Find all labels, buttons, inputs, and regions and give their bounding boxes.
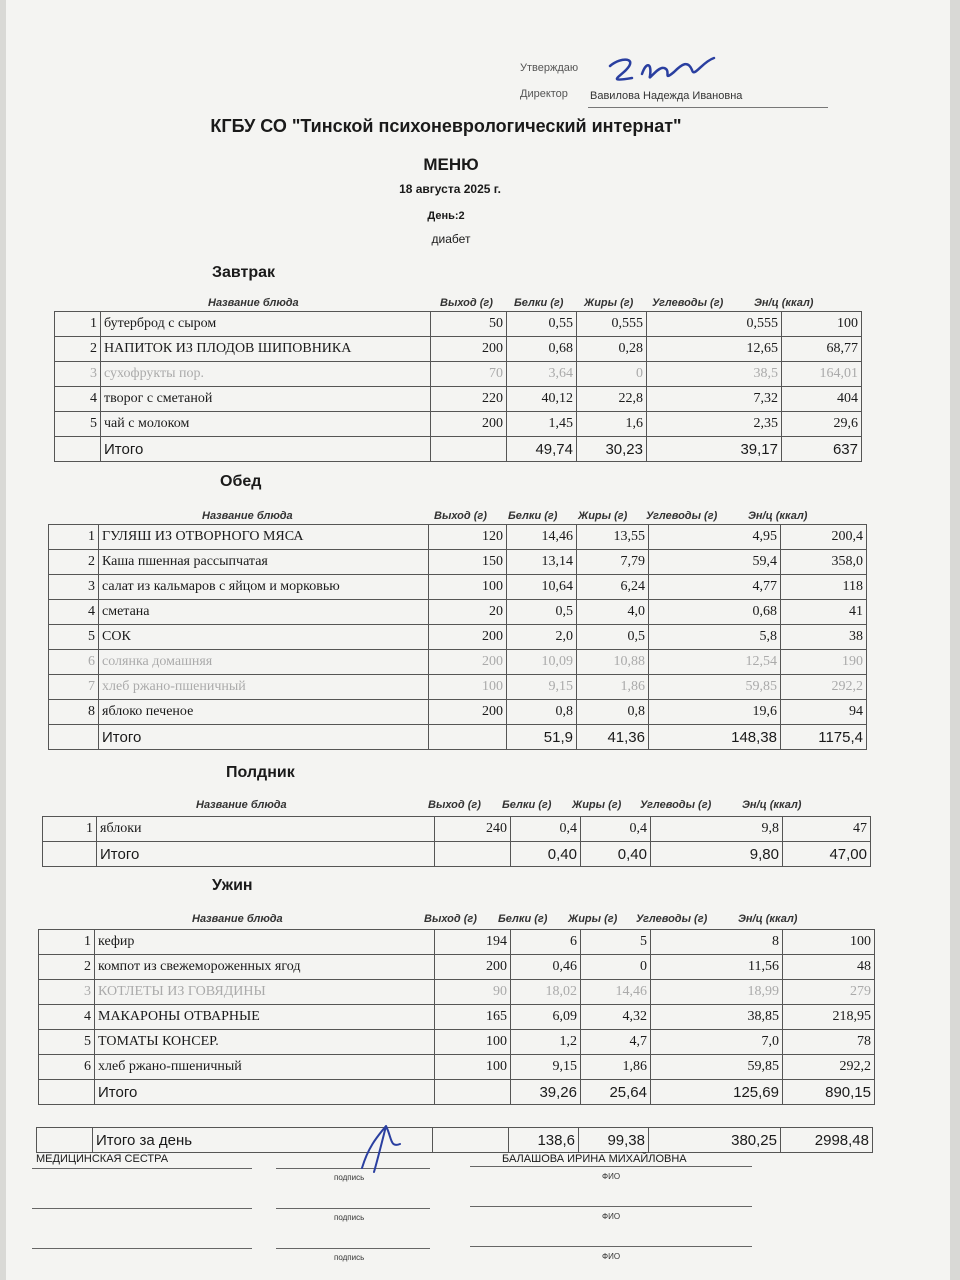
dish-fat: 0,8 xyxy=(577,700,649,725)
table-row xyxy=(55,412,862,437)
institution-title: КГБУ СО "Тинской психоневрологический интернат" xyxy=(210,116,682,136)
total-blank xyxy=(431,437,507,462)
column-header-name: Название блюда xyxy=(208,297,299,309)
dish-energy: 47 xyxy=(783,817,871,842)
table-row xyxy=(39,980,875,1005)
dish-fat: 0,5 xyxy=(577,625,649,650)
column-header-name: Название блюда xyxy=(192,913,283,925)
dish-fat: 1,6 xyxy=(577,412,647,437)
table-row xyxy=(55,312,862,337)
column-header-fat: Жиры (г) xyxy=(578,510,628,522)
column-header-protein: Белки (г) xyxy=(508,510,558,522)
column-header-name: Название блюда xyxy=(196,799,287,811)
dish-energy: 279 xyxy=(783,980,875,1005)
dish-yield: 200 xyxy=(435,955,511,980)
dish-name: сухофрукты пор. xyxy=(101,362,431,387)
row-number: 1 xyxy=(43,817,97,842)
dish-carbs: 0,555 xyxy=(647,312,782,337)
total-row xyxy=(43,842,871,867)
dish-energy: 118 xyxy=(781,575,867,600)
column-header-yield: Выход (г) xyxy=(434,510,487,522)
total-label: Итого xyxy=(95,1080,435,1105)
total-protein: 39,26 xyxy=(511,1080,581,1105)
dish-yield: 20 xyxy=(429,600,507,625)
day-total-table xyxy=(36,1127,873,1153)
dish-yield: 90 xyxy=(435,980,511,1005)
dish-yield: 200 xyxy=(429,650,507,675)
table-row xyxy=(39,930,875,955)
column-header-carbs: Углеводы (г) xyxy=(646,510,718,522)
dish-energy: 100 xyxy=(783,930,875,955)
dish-fat: 0,4 xyxy=(581,817,651,842)
director-name: Вавилова Надежда Ивановна xyxy=(590,90,743,102)
dish-fat: 1,86 xyxy=(581,1055,651,1080)
column-header-energy: Эн/ц (ккал) xyxy=(754,297,814,309)
dish-name: МАКАРОНЫ ОТВАРНЫЕ xyxy=(95,1005,435,1030)
total-energy: 637 xyxy=(782,437,862,462)
approval-label: Утверждаю xyxy=(520,62,579,74)
dish-protein: 0,55 xyxy=(507,312,577,337)
dish-carbs: 11,56 xyxy=(651,955,783,980)
dish-name: яблоко печеное xyxy=(99,700,429,725)
row-number: 5 xyxy=(55,412,101,437)
total-fat: 25,64 xyxy=(581,1080,651,1105)
section-title: Ужин xyxy=(212,877,253,894)
total-fat: 30,23 xyxy=(577,437,647,462)
column-header-fat: Жиры (г) xyxy=(584,297,634,309)
row-number: 5 xyxy=(49,625,99,650)
signature-caption: подпись xyxy=(334,1253,365,1262)
table-row xyxy=(55,337,862,362)
total-blank xyxy=(49,725,99,750)
dish-name: сметана xyxy=(99,600,429,625)
dish-energy: 29,6 xyxy=(782,412,862,437)
dish-protein: 6 xyxy=(511,930,581,955)
nurse-name: БАЛАШОВА ИРИНА МИХАЙЛОВНА xyxy=(502,1153,687,1165)
dish-carbs: 38,5 xyxy=(647,362,782,387)
dish-carbs: 5,8 xyxy=(649,625,781,650)
day-total-label: Итого за день xyxy=(93,1128,433,1153)
dish-protein: 0,4 xyxy=(511,817,581,842)
total-row xyxy=(39,1080,875,1105)
column-header-carbs: Углеводы (г) xyxy=(652,297,724,309)
dish-protein: 18,02 xyxy=(511,980,581,1005)
menu-table xyxy=(48,524,867,750)
dish-protein: 40,12 xyxy=(507,387,577,412)
total-carbs: 125,69 xyxy=(651,1080,783,1105)
total-row xyxy=(49,725,867,750)
document-page xyxy=(6,0,950,1280)
row-number: 7 xyxy=(49,675,99,700)
dish-fat: 22,8 xyxy=(577,387,647,412)
blank-line-3b xyxy=(276,1248,430,1249)
blank-line-2a xyxy=(32,1208,252,1209)
dish-energy: 164,01 xyxy=(782,362,862,387)
row-number: 1 xyxy=(39,930,95,955)
column-header-carbs: Углеводы (г) xyxy=(640,799,712,811)
table-row xyxy=(49,650,867,675)
dish-yield: 220 xyxy=(431,387,507,412)
dish-protein: 10,64 xyxy=(507,575,577,600)
dish-fat: 7,79 xyxy=(577,550,649,575)
name-caption: ФИО xyxy=(602,1252,621,1261)
name-caption: ФИО xyxy=(602,1212,621,1221)
dish-name: ТОМАТЫ КОНСЕР. xyxy=(95,1030,435,1055)
blank-line-3c xyxy=(470,1246,752,1247)
row-number: 8 xyxy=(49,700,99,725)
menu-date: 18 августа 2025 г. xyxy=(399,182,501,196)
table-row xyxy=(49,675,867,700)
dish-yield: 70 xyxy=(431,362,507,387)
row-number: 2 xyxy=(55,337,101,362)
dish-yield: 100 xyxy=(429,675,507,700)
dish-carbs: 12,65 xyxy=(647,337,782,362)
dish-carbs: 59,4 xyxy=(649,550,781,575)
row-number: 6 xyxy=(39,1055,95,1080)
table-row xyxy=(39,955,875,980)
dish-carbs: 19,6 xyxy=(649,700,781,725)
dish-fat: 0 xyxy=(581,955,651,980)
column-header-fat: Жиры (г) xyxy=(572,799,622,811)
dish-fat: 5 xyxy=(581,930,651,955)
blank-line-2b xyxy=(276,1208,430,1209)
dish-protein: 9,15 xyxy=(507,675,577,700)
dish-energy: 48 xyxy=(783,955,875,980)
dish-name: яблоки xyxy=(97,817,435,842)
dish-protein: 9,15 xyxy=(511,1055,581,1080)
day-total-energy: 2998,48 xyxy=(781,1128,873,1153)
dish-name: компот из свежемороженных ягод xyxy=(95,955,435,980)
total-label: Итого xyxy=(99,725,429,750)
dish-yield: 120 xyxy=(429,525,507,550)
nurse-signature-icon xyxy=(356,1118,416,1178)
dish-energy: 100 xyxy=(782,312,862,337)
total-blank xyxy=(43,842,97,867)
dish-fat: 0,555 xyxy=(577,312,647,337)
row-number: 2 xyxy=(39,955,95,980)
total-carbs: 39,17 xyxy=(647,437,782,462)
dish-protein: 3,64 xyxy=(507,362,577,387)
section-title: Полдник xyxy=(226,764,295,781)
column-header-fat: Жиры (г) xyxy=(568,913,618,925)
row-number: 3 xyxy=(55,362,101,387)
dish-carbs: 59,85 xyxy=(651,1055,783,1080)
menu-day: День:2 xyxy=(427,210,465,222)
total-blank xyxy=(37,1128,93,1153)
dish-yield: 194 xyxy=(435,930,511,955)
dish-yield: 150 xyxy=(429,550,507,575)
dish-protein: 13,14 xyxy=(507,550,577,575)
total-label: Итого xyxy=(97,842,435,867)
dish-energy: 218,95 xyxy=(783,1005,875,1030)
dish-carbs: 4,77 xyxy=(649,575,781,600)
dish-fat: 1,86 xyxy=(577,675,649,700)
table-row xyxy=(55,362,862,387)
dish-yield: 100 xyxy=(435,1030,511,1055)
dish-energy: 292,2 xyxy=(783,1055,875,1080)
signature-caption: подпись xyxy=(334,1173,365,1182)
dish-yield: 50 xyxy=(431,312,507,337)
day-total-fat: 99,38 xyxy=(579,1128,649,1153)
total-energy: 1175,4 xyxy=(781,725,867,750)
column-header-yield: Выход (г) xyxy=(440,297,493,309)
dish-fat: 0 xyxy=(577,362,647,387)
dish-energy: 78 xyxy=(783,1030,875,1055)
column-header-yield: Выход (г) xyxy=(424,913,477,925)
blank-line-2c xyxy=(470,1206,752,1207)
dish-energy: 404 xyxy=(782,387,862,412)
dish-energy: 38 xyxy=(781,625,867,650)
column-header-yield: Выход (г) xyxy=(428,799,481,811)
dish-energy: 94 xyxy=(781,700,867,725)
dish-carbs: 7,32 xyxy=(647,387,782,412)
column-header-protein: Белки (г) xyxy=(502,799,552,811)
dish-carbs: 2,35 xyxy=(647,412,782,437)
dish-carbs: 12,54 xyxy=(649,650,781,675)
dish-name: салат из кальмаров с яйцом и морковью xyxy=(99,575,429,600)
nurse-line xyxy=(32,1168,252,1169)
table-row xyxy=(49,550,867,575)
dish-protein: 1,2 xyxy=(511,1030,581,1055)
dish-protein: 6,09 xyxy=(511,1005,581,1030)
dish-carbs: 59,85 xyxy=(649,675,781,700)
dish-name: СОК xyxy=(99,625,429,650)
day-total-carbs: 380,25 xyxy=(649,1128,781,1153)
row-number: 3 xyxy=(49,575,99,600)
menu-title: МЕНЮ xyxy=(423,155,479,174)
dish-name: хлеб ржано-пшеничный xyxy=(99,675,429,700)
dish-fat: 14,46 xyxy=(581,980,651,1005)
dish-energy: 200,4 xyxy=(781,525,867,550)
dish-protein: 1,45 xyxy=(507,412,577,437)
dish-fat: 13,55 xyxy=(577,525,649,550)
column-header-name: Название блюда xyxy=(202,510,293,522)
dish-name: хлеб ржано-пшеничный xyxy=(95,1055,435,1080)
dish-protein: 0,8 xyxy=(507,700,577,725)
dish-yield: 165 xyxy=(435,1005,511,1030)
dish-protein: 0,46 xyxy=(511,955,581,980)
table-row xyxy=(39,1055,875,1080)
table-row xyxy=(49,600,867,625)
dish-energy: 358,0 xyxy=(781,550,867,575)
total-row xyxy=(55,437,862,462)
dish-carbs: 38,85 xyxy=(651,1005,783,1030)
menu-table xyxy=(38,929,875,1105)
row-number: 1 xyxy=(55,312,101,337)
total-energy: 47,00 xyxy=(783,842,871,867)
total-blank xyxy=(435,1080,511,1105)
total-fat: 41,36 xyxy=(577,725,649,750)
total-blank xyxy=(433,1128,509,1153)
dish-yield: 200 xyxy=(429,625,507,650)
row-number: 4 xyxy=(39,1005,95,1030)
row-number: 5 xyxy=(39,1030,95,1055)
dish-protein: 14,46 xyxy=(507,525,577,550)
dish-yield: 100 xyxy=(429,575,507,600)
dish-name: творог с сметаной xyxy=(101,387,431,412)
dish-carbs: 18,99 xyxy=(651,980,783,1005)
day-total-row xyxy=(37,1128,873,1153)
dish-name: Каша пшенная рассыпчатая xyxy=(99,550,429,575)
dish-name: бутерброд с сыром xyxy=(101,312,431,337)
table-row xyxy=(39,1005,875,1030)
dish-fat: 10,88 xyxy=(577,650,649,675)
name-line xyxy=(470,1166,752,1167)
dish-yield: 200 xyxy=(429,700,507,725)
table-row xyxy=(49,525,867,550)
dish-yield: 200 xyxy=(431,412,507,437)
row-number: 4 xyxy=(55,387,101,412)
total-blank xyxy=(435,842,511,867)
dish-fat: 4,32 xyxy=(581,1005,651,1030)
dish-name: солянка домашняя xyxy=(99,650,429,675)
total-protein: 49,74 xyxy=(507,437,577,462)
dish-yield: 200 xyxy=(431,337,507,362)
row-number: 3 xyxy=(39,980,95,1005)
blank-line-3a xyxy=(32,1248,252,1249)
dish-fat: 4,0 xyxy=(577,600,649,625)
dish-protein: 0,5 xyxy=(507,600,577,625)
column-header-energy: Эн/ц (ккал) xyxy=(748,510,808,522)
total-carbs: 148,38 xyxy=(649,725,781,750)
dish-fat: 6,24 xyxy=(577,575,649,600)
column-header-energy: Эн/ц (ккал) xyxy=(742,799,802,811)
dish-name: КОТЛЕТЫ ИЗ ГОВЯДИНЫ xyxy=(95,980,435,1005)
approval-underline xyxy=(588,107,828,108)
total-blank xyxy=(55,437,101,462)
dish-energy: 190 xyxy=(781,650,867,675)
dish-carbs: 4,95 xyxy=(649,525,781,550)
dish-protein: 10,09 xyxy=(507,650,577,675)
table-row xyxy=(55,387,862,412)
table-row xyxy=(49,575,867,600)
table-row xyxy=(43,817,871,842)
dish-yield: 240 xyxy=(435,817,511,842)
dish-carbs: 9,8 xyxy=(651,817,783,842)
table-row xyxy=(49,625,867,650)
director-signature-icon xyxy=(602,52,722,92)
row-number: 6 xyxy=(49,650,99,675)
dish-energy: 68,77 xyxy=(782,337,862,362)
signature-caption: подпись xyxy=(334,1213,365,1222)
column-header-protein: Белки (г) xyxy=(514,297,564,309)
dish-name: кефир xyxy=(95,930,435,955)
section-title: Обед xyxy=(220,473,262,490)
total-carbs: 9,80 xyxy=(651,842,783,867)
total-blank xyxy=(39,1080,95,1105)
table-row xyxy=(49,700,867,725)
dish-carbs: 0,68 xyxy=(649,600,781,625)
nurse-label: МЕДИЦИНСКАЯ СЕСТРА xyxy=(36,1153,169,1165)
section-title: Завтрак xyxy=(212,264,276,281)
column-header-carbs: Углеводы (г) xyxy=(636,913,708,925)
day-total-protein: 138,6 xyxy=(509,1128,579,1153)
dish-carbs: 7,0 xyxy=(651,1030,783,1055)
menu-table xyxy=(42,816,871,867)
dish-name: ГУЛЯШ ИЗ ОТВОРНОГО МЯСА xyxy=(99,525,429,550)
column-header-protein: Белки (г) xyxy=(498,913,548,925)
menu-table xyxy=(54,311,862,462)
total-protein: 0,40 xyxy=(511,842,581,867)
dish-name: НАПИТОК ИЗ ПЛОДОВ ШИПОВНИКА xyxy=(101,337,431,362)
dish-energy: 41 xyxy=(781,600,867,625)
approval-role: Директор xyxy=(520,88,568,100)
dish-protein: 0,68 xyxy=(507,337,577,362)
row-number: 1 xyxy=(49,525,99,550)
dish-fat: 0,28 xyxy=(577,337,647,362)
total-label: Итого xyxy=(101,437,431,462)
dish-energy: 292,2 xyxy=(781,675,867,700)
dish-name: чай с молоком xyxy=(101,412,431,437)
dish-fat: 4,7 xyxy=(581,1030,651,1055)
name-caption: ФИО xyxy=(602,1172,621,1181)
total-fat: 0,40 xyxy=(581,842,651,867)
dish-protein: 2,0 xyxy=(507,625,577,650)
column-header-energy: Эн/ц (ккал) xyxy=(738,913,798,925)
diet-type: диабет xyxy=(431,232,471,246)
row-number: 4 xyxy=(49,600,99,625)
dish-carbs: 8 xyxy=(651,930,783,955)
dish-yield: 100 xyxy=(435,1055,511,1080)
total-energy: 890,15 xyxy=(783,1080,875,1105)
table-row xyxy=(39,1030,875,1055)
total-protein: 51,9 xyxy=(507,725,577,750)
total-blank xyxy=(429,725,507,750)
row-number: 2 xyxy=(49,550,99,575)
